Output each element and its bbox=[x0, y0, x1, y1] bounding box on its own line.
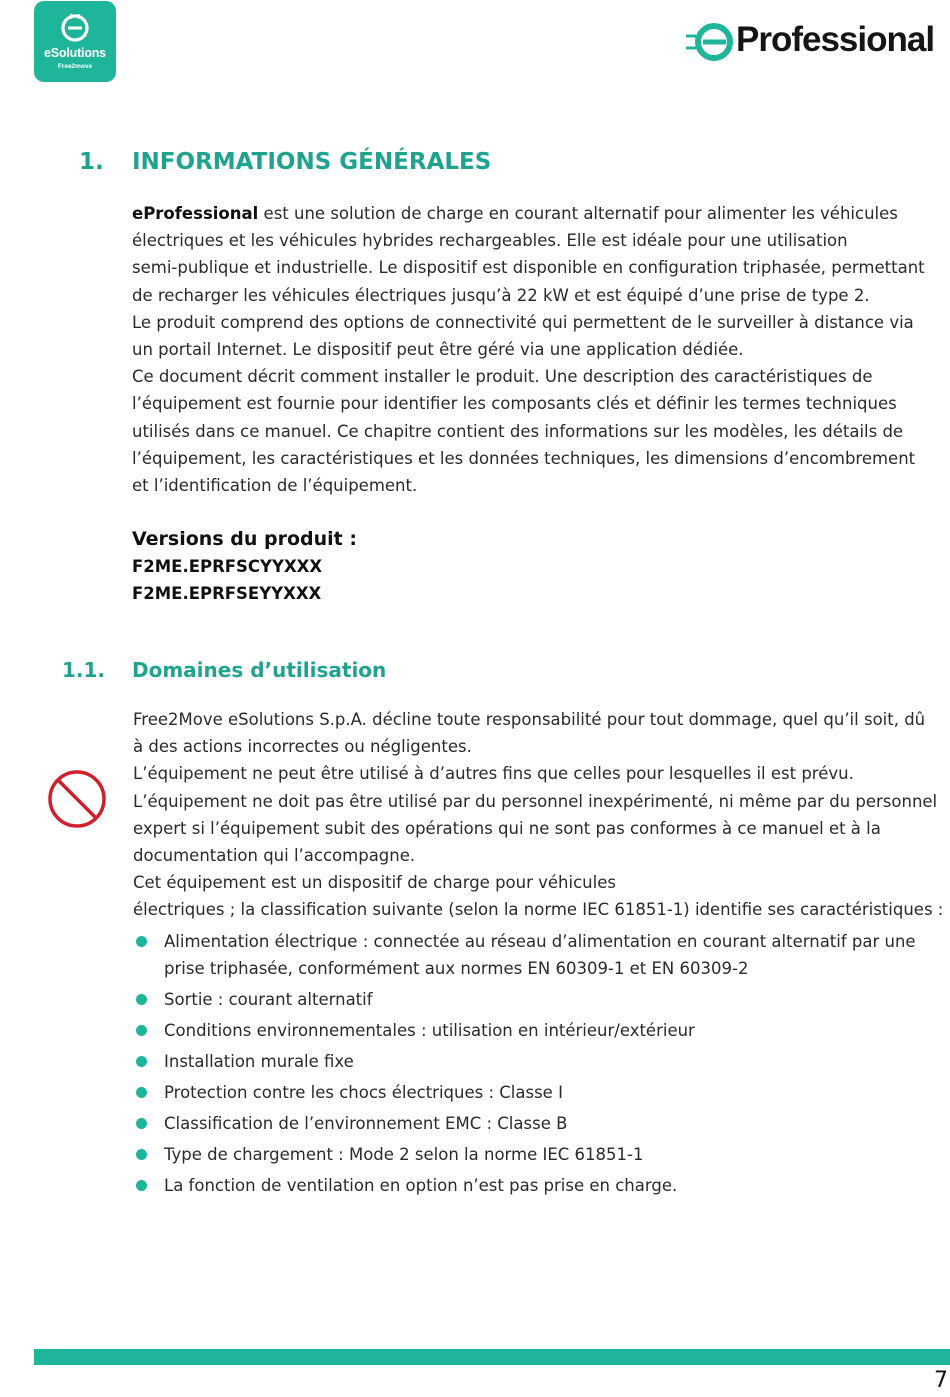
intro-line: Ce document décrit comment installer le produit. Une description des caractéristiques de bbox=[132, 367, 873, 387]
versions-title: Versions du produit : bbox=[132, 528, 357, 550]
list-item bbox=[133, 1172, 950, 1199]
section-1-1-number: 1.1. bbox=[62, 658, 106, 682]
bullet-dot-icon bbox=[136, 1025, 147, 1036]
eprofessional-logo bbox=[686, 18, 948, 66]
intro-lead: eProfessional bbox=[132, 204, 259, 223]
intro-line-text: est une solution de charge en courant alternatif pour alimenter les véhicules bbox=[258, 204, 898, 223]
intro-line: utilisés dans ce manuel. Ce chapitre contient des informations sur les modèles, les détails de bbox=[132, 421, 904, 441]
section-1-number: 1. bbox=[79, 149, 104, 175]
list-item bbox=[133, 1048, 950, 1075]
intro-line: électriques et les véhicules hybrides rechargeables. Elle est idéale pour une utilisation bbox=[132, 231, 848, 251]
section-1-1-title: Domaines d’utilisation bbox=[132, 658, 387, 682]
bullet-dot-icon bbox=[136, 1118, 147, 1129]
list-item-text: Conditions environnementales : utilisation en intérieur/extérieur bbox=[164, 1021, 695, 1041]
list-item bbox=[133, 1141, 950, 1168]
version-code: F2ME.EPRFSEYYXXX bbox=[132, 584, 322, 603]
list-item-text: Installation murale fixe bbox=[164, 1052, 354, 1072]
list-item bbox=[133, 986, 950, 1013]
list-item-text: Protection contre les chocs électriques : Classe I bbox=[164, 1083, 563, 1103]
esolutions-logo-sub: Free2move bbox=[57, 63, 93, 70]
section-1-1-text bbox=[133, 706, 950, 924]
paragraph-line: Free2Move eSolutions S.p.A. décline toute responsabilité pour tout dommage, quel qu’il soit, dû bbox=[133, 710, 926, 729]
classification-list bbox=[133, 928, 950, 1203]
section-1-title: INFORMATIONS GÉNÉRALES bbox=[132, 149, 492, 175]
intro-line: de recharger les véhicules électriques jusqu’à 22 kW et est équipé d’une prise de type 2. bbox=[132, 285, 870, 305]
paragraph-line: L’équipement ne doit pas être utilisé par du personnel inexpérimenté, ni même par du personnel bbox=[133, 791, 938, 811]
bullet-dot-icon bbox=[136, 936, 147, 947]
intro-line: l’équipement, les caractéristiques et les données techniques, les dimensions d’encombrement bbox=[132, 448, 916, 468]
page-number: 7 bbox=[934, 1368, 948, 1393]
paragraph-line: documentation qui l’accompagne. bbox=[133, 846, 416, 866]
list-item bbox=[133, 1017, 950, 1044]
prohibited-icon bbox=[46, 768, 108, 830]
intro-line bbox=[132, 200, 950, 227]
bullet-dot-icon bbox=[136, 1056, 147, 1067]
intro-line: semi-publique et industrielle. Le dispositif est disponible en configuration triphasée, permettant bbox=[132, 258, 925, 278]
list-item bbox=[133, 928, 950, 982]
list-item-text: Type de chargement : Mode 2 selon la norme IEC 61851-1 bbox=[164, 1145, 644, 1165]
list-item-text: Alimentation électrique : connectée au réseau d’alimentation en courant alternatif par une prise triphasée, conformément aux normes EN 60309-1 et EN 60309-2 bbox=[164, 932, 916, 979]
list-item bbox=[133, 1110, 950, 1137]
intro-line: Le produit comprend des options de connectivité qui permettent de le surveiller à distance via bbox=[132, 312, 914, 332]
footer-bar bbox=[34, 1349, 950, 1365]
list-item-text: Sortie : courant alternatif bbox=[164, 990, 373, 1010]
intro-line: et l’identification de l’équipement. bbox=[132, 476, 418, 496]
esolutions-logo-name: eSolutions bbox=[44, 46, 106, 60]
intro-line: un portail Internet. Le dispositif peut être géré via une application dédiée. bbox=[132, 340, 744, 360]
section-1-intro bbox=[132, 200, 950, 499]
version-code: F2ME.EPRFSCYYXXX bbox=[132, 557, 323, 576]
esolutions-e-icon bbox=[60, 11, 90, 43]
paragraph-line: à des actions incorrectes ou négligentes. bbox=[133, 737, 472, 757]
bullet-dot-icon bbox=[136, 1180, 147, 1191]
paragraph-line: L’équipement ne peut être utilisé à d’autres fins que celles pour lesquelles il est prévu. bbox=[133, 764, 854, 784]
eprofessional-logo-word: Professional bbox=[736, 20, 935, 59]
bullet-dot-icon bbox=[136, 1087, 147, 1098]
list-item-text: La fonction de ventilation en option n’est pas prise en charge. bbox=[164, 1176, 678, 1196]
bullet-dot-icon bbox=[136, 994, 147, 1005]
list-item-text: Classification de l’environnement EMC : Classe B bbox=[164, 1114, 568, 1134]
list-item bbox=[133, 1079, 950, 1106]
eprofessional-e-icon bbox=[686, 19, 736, 65]
product-versions bbox=[132, 525, 357, 607]
paragraph-line: électriques ; la classification suivante (selon la norme IEC 61851-1) identifie ses caractéristiques : bbox=[133, 900, 944, 920]
paragraph-line: Cet équipement est un dispositif de charge pour véhicules bbox=[133, 873, 616, 893]
bullet-dot-icon bbox=[136, 1149, 147, 1160]
paragraph-line: expert si l’équipement subit des opérations qui ne sont pas conformes à ce manuel et à la bbox=[133, 818, 881, 838]
intro-line: l’équipement est fournie pour identifier les composants clés et définir les termes techniques bbox=[132, 394, 897, 414]
esolutions-logo bbox=[34, 1, 116, 82]
